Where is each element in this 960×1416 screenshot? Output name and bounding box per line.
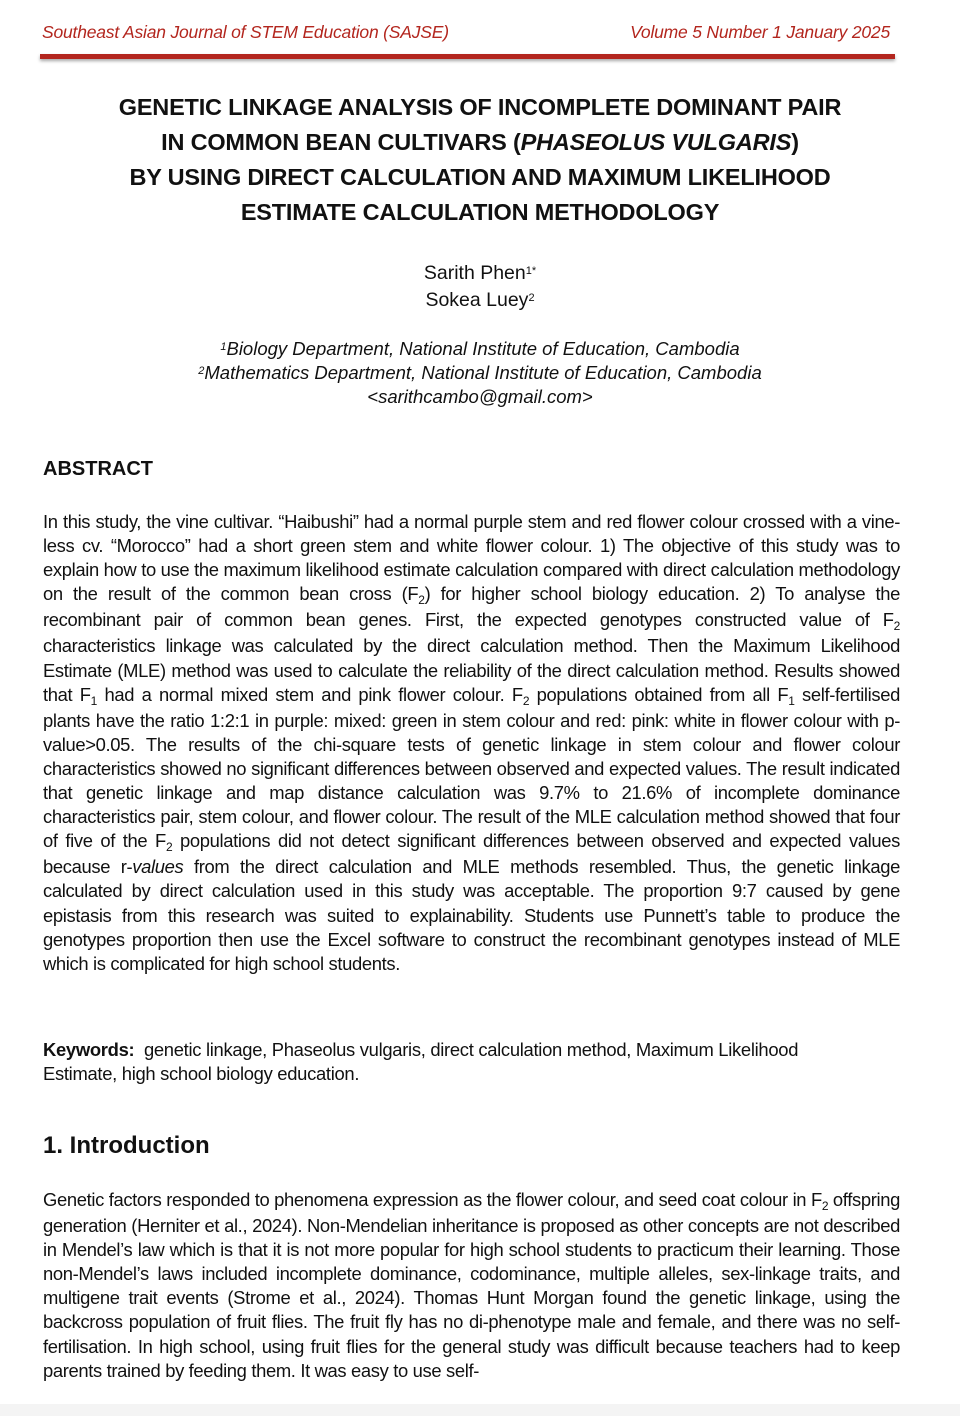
keywords-text: genetic linkage, Phaseolus vulgaris, direct calculation method, Maximum Likelihood Estimate, high school biology education. (43, 1039, 799, 1085)
subscript: 1 (788, 693, 795, 708)
running-header (42, 22, 890, 48)
section-heading-introduction: 1. Introduction (43, 1132, 210, 1159)
author-list (0, 260, 960, 314)
text-run: In this study, the vine cultivar. “Haibushi” had a normal purple stem and red flower colour crossed with a vine-less cv. “Morocco” had a short green stem and white flower colour. 1) The objective of this study was to explain how to use the maximum likelihood estimate calculation compared with direct calculation methodology on the result of the common bean cross (F (43, 511, 900, 605)
title-line-2-pre: IN COMMON BEAN CULTIVARS ( (161, 129, 521, 155)
author-mark: 2 (528, 292, 535, 304)
author-name: Sokea Luey (425, 289, 529, 311)
contact-email[interactable]: <sarithcambo@gmail.com> (367, 386, 593, 407)
issue-info: Volume 5 Number 1 January 2025 (630, 22, 890, 42)
journal-name: Southeast Asian Journal of STEM Education (SAJSE) (42, 22, 449, 42)
paper-title (40, 90, 920, 230)
title-line-4: ESTIMATE CALCULATION METHODOLOGY (240, 199, 720, 225)
abstract-heading: ABSTRACT (43, 458, 153, 480)
header-rule (40, 54, 895, 59)
abstract-body (43, 510, 900, 976)
author (0, 287, 960, 314)
subscript: 2 (893, 619, 900, 634)
affiliation-text: Biology Department, National Institute of Education, Cambodia (226, 338, 740, 359)
subscript: 2 (165, 840, 173, 855)
title-line-2 (40, 125, 920, 160)
text-run: Genetic factors responded to phenomena expression as the flower colour, and seed coat colour in F (43, 1189, 822, 1210)
text-run: self-fertilised plants have the ratio 1:2:1 in purple: mixed: green in stem colour and red: pink: white in flower colour with p-value>0.05. The results of the chi-square tests of genetic linkage in stem colour and flower colour characteristics showed no significant differences between observed and expected values. The result indicated that genetic linkage and map distance calculation was 9.7% to 21.6% of incomplete dominance characteristics pair, stem colour, and flower colour. The result of the MLE calculation method showed that four of five of the F (43, 683, 901, 852)
author-name: Sarith Phen (423, 262, 526, 284)
title-line-1: GENETIC LINKAGE ANALYSIS OF INCOMPLETE DOMINANT PAIR (118, 94, 842, 120)
text-run: from the direct calculation and MLE methods resembled. Thus, the genetic linkage calculated by direct calculation used in this study was acceptable. The proportion 9:7 caused by gene epistasis from this research was suited to explainability. Students use Punnett’s table to produce the genotypes proportion then use the Excel software to construct the recombinant genotypes instead of MLE which is complicated for high school students. (43, 856, 901, 974)
affiliation-text: Mathematics Department, National Institute of Education, Cambodia (204, 362, 762, 383)
text-run: characteristics linkage was calculated by the direct calculation method. Then the Maximum Likelihood Estimate (MLE) method was used to calculate the reliability of the direct calculation method. Results showed that F (43, 635, 900, 705)
subscript: 2 (522, 693, 530, 708)
author (0, 260, 960, 287)
keywords (43, 1038, 873, 1086)
text-run: populations did not detect significant differences between observed and expected values because r- (43, 830, 901, 878)
title-line-3: BY USING DIRECT CALCULATION AND MAXIMUM LIKELIHOOD (129, 164, 831, 190)
title-line-2-post: ) (791, 129, 799, 155)
affiliation (0, 361, 960, 385)
subscript: 1 (90, 693, 97, 708)
title-species: PHASEOLUS VULGARIS (520, 129, 792, 155)
keywords-label: Keywords: (43, 1039, 135, 1060)
affiliation-mark: 2 (198, 365, 205, 377)
author-mark: 1* (525, 265, 537, 277)
text-run: ) for higher school biology education. 2) To analyse the recombinant pair of common bean genes. First, the expected genotypes constructed value of F (43, 583, 900, 631)
text-run: offspring generation (Herniter et al., 2024). Non-Mendelian inheritance is proposed as other concepts are not described in Mendel’s law which is that it is not more popular for high school students to practicum their learning. Those non-Mendel’s laws included incomplete dominance, codominance, multiple alleles, sex-linkage traits, and multigene trait events (Strome et al., 2024). Thomas Hunt Morgan found the genetic linkage, using the backcross population of fruit flies. The fruit fly has no di-phenotype male and female, and there was no self-fertilisation. In high school, using fruit flies for the general study was difficult because teachers had to keep parents trained by feeding them. It was easy to use self- (43, 1189, 900, 1381)
text-run: had a normal mixed stem and pink flower colour. F (96, 683, 523, 705)
italic-run: values (132, 856, 184, 878)
subscript: 2 (821, 1199, 829, 1213)
affiliation (0, 337, 960, 361)
page-bottom-edge (0, 1404, 960, 1416)
affiliations (0, 337, 960, 409)
affiliation-mark: 1 (220, 341, 227, 353)
text-run: populations obtained from all F (529, 683, 789, 705)
introduction-body (43, 1188, 900, 1383)
subscript: 2 (418, 593, 425, 608)
